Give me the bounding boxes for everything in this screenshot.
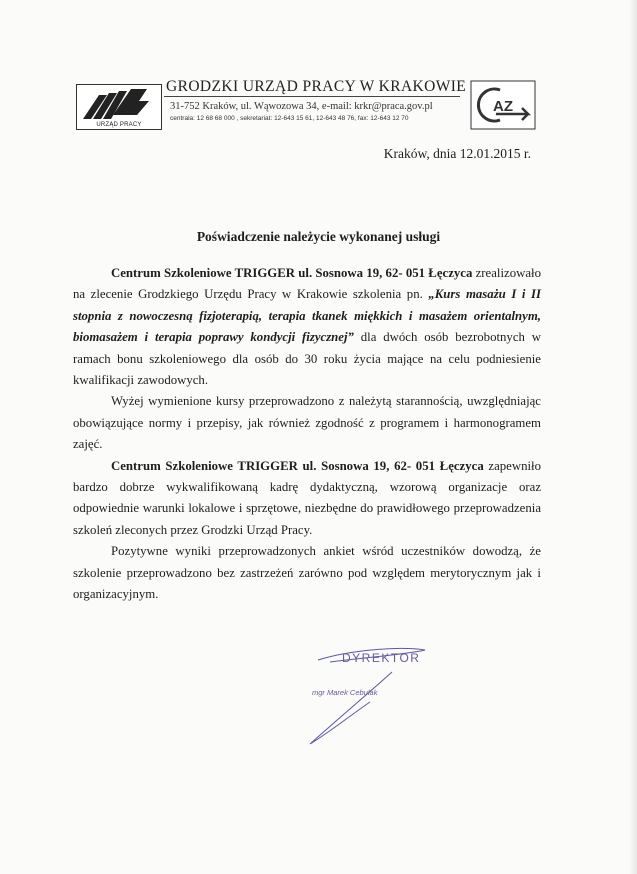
logo-caption: URZĄD PRACY (96, 122, 142, 128)
paragraph-2: Wyżej wymienione kursy przeprowadzono z należytą starannością, uwzględniając obowiązujące normy i przepisy, jak również zgodność z programem i harmonogramem zajęć. (73, 394, 541, 452)
caz-logo (470, 80, 536, 130)
document-body (73, 263, 541, 606)
signature-name: mgr Marek Cebulak (312, 688, 378, 697)
company-name-2: Centrum Szkoleniowe TRIGGER ul. Sosnowa 19, 62- 051 Łęczyca (111, 458, 484, 473)
office-logo-icon (77, 85, 161, 121)
paragraph-1-text-b: dla dwóch osób bezrobotnych w ramach bonu szkoleniowego dla osób do 30 roku życia mające na celu podniesienie kwalifikacji zawodowych. (73, 330, 541, 388)
header-divider (164, 96, 460, 97)
office-logo (76, 84, 162, 130)
course-name: „Kurs masażu I i II stopnia z nowoczesną fizjoterapią, terapia tkanek miękkich i masażem orientalnym, biomasażem i terapia poprawy kondycji fizycznej” (73, 287, 541, 345)
document-title: Poświadczenie należycie wykonanej usługi (196, 229, 441, 244)
org-name: GRODZKI URZĄD PRACY W KRAKOWIE (166, 78, 467, 95)
date-line: Kraków, dnia 12.01.2015 r. (383, 146, 531, 161)
company-name: Centrum Szkoleniowe TRIGGER ul. Sosnowa 19, 62- 051 Łęczyca (111, 266, 473, 280)
signature-title: DYREKTOR (342, 651, 421, 665)
paragraph-1-text-a: zrealizowało na zlecenie Grodzkiego Urzędu Pracy w Krakowie szkolenia pn. (73, 266, 541, 302)
paragraph-4: Pozytywne wyniki przeprowadzonych ankiet wśród uczestników dowodzą, że szkolenie przeprowadzono bez zastrzeżeń zarówno pod względem merytorycznym jak i organizacyjnym. (73, 544, 541, 602)
org-contact: centrala: 12 68 68 000 , sekretariat: 12-643 15 61, 12-643 48 76, fax: 12-643 12 70 (170, 115, 409, 122)
paragraph-3-text: zapewniło bardzo dobrze wykwalifikowaną kadrę dydaktyczną, wzorową organizacje oraz odpowiednie warunki lokalowe i sprzętowe, niezbędne do prawidłowego przeprowadzenia szkoleń zleconych przez Grodzki Urząd Pracy. (73, 458, 541, 537)
org-address: 31-752 Kraków, ul. Wąwozowa 34, e-mail: krkr@praca.gov.pl (170, 101, 433, 112)
paragraph-3 (73, 456, 541, 542)
scan-edge-shadow (629, 0, 637, 874)
caz-logo-text: AZ (493, 98, 513, 115)
paragraph-1 (73, 263, 541, 391)
